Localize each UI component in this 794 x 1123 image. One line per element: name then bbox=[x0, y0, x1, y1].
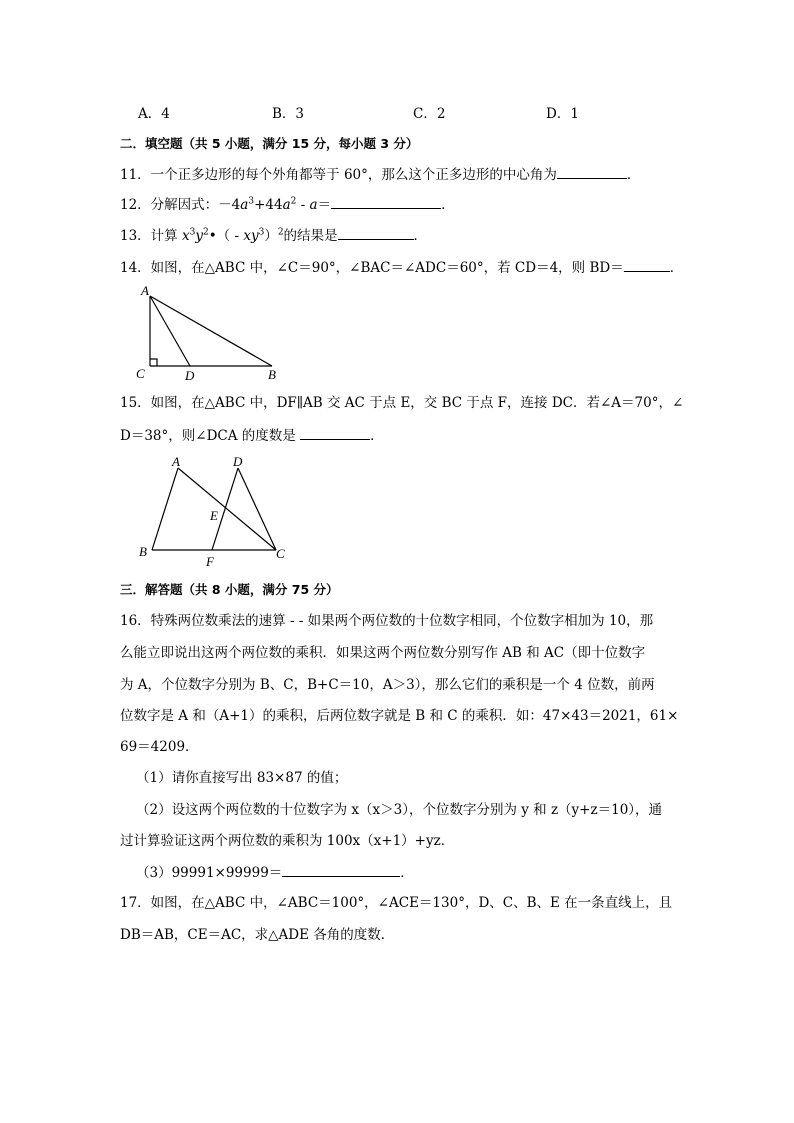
question-14-text: 14．如图，在△ABC 中，∠C＝90°，∠BAC＝∠ADC＝60°，若 CD＝4，则 BD＝ bbox=[120, 260, 624, 276]
question-17-line-2: DB＝AB，CE＝AC，求△ADE 各角的度数． bbox=[120, 927, 395, 943]
figure-q15-triangles bbox=[132, 452, 292, 570]
choice-d: D．1 bbox=[546, 106, 579, 122]
answer-blank-13 bbox=[338, 225, 414, 240]
question-14-end: ． bbox=[669, 260, 684, 276]
question-16-part-2-cont: 过计算验证这两个两位数的乘积为 100x（x+1）+yz． bbox=[120, 833, 455, 849]
answer-blank-15 bbox=[300, 425, 370, 440]
section-title-solve: 三．解答题（共 8 小题，满分 75 分） bbox=[120, 582, 339, 597]
question-13-tail: 的结果是 bbox=[283, 228, 338, 244]
question-16-line-2: 么能立即说出这两个两位数的乘积．如果这两个两位数分别写作 AB 和 AC（即十位数字 bbox=[120, 645, 646, 661]
question-12-minus: - bbox=[296, 197, 310, 213]
answer-blank-11 bbox=[557, 164, 627, 179]
label-a: A bbox=[172, 454, 180, 469]
answer-blank-16-3 bbox=[282, 862, 400, 877]
section-title-fill-in: 二．填空题（共 5 小题，满分 15 分，每小题 3 分） bbox=[120, 136, 419, 151]
choice-a: A．4 bbox=[138, 106, 170, 122]
figure-q14-triangle bbox=[130, 282, 290, 382]
answer-choices bbox=[138, 102, 698, 124]
question-17-line-1: 17．如图，在△ABC 中，∠ABC＝100°，∠ACE＝130°，D、C、B、E 在一条直线上，且 bbox=[120, 895, 673, 911]
question-16-line-3: 为 A，个位数字分别为 B、C，B+C＝10，A＞3），那么它们的乘积是一个 4 位数，前两 bbox=[120, 677, 655, 693]
question-12-prefix: 12．分解因式：－4 bbox=[120, 197, 241, 213]
question-11-end: ． bbox=[626, 167, 641, 183]
label-f: F bbox=[206, 554, 214, 569]
question-15-end: ． bbox=[370, 428, 384, 444]
label-c: C bbox=[276, 546, 285, 561]
question-13-mid: •（ - bbox=[208, 228, 244, 244]
question-12-end: ． bbox=[441, 197, 455, 213]
answer-blank-12 bbox=[331, 194, 441, 209]
question-15-line-2 bbox=[120, 425, 680, 446]
question-16-line-1: 16．特殊两位数乘法的速算 - - 如果两个两位数的十位数字相同，个位数字相加为 10，那 bbox=[120, 613, 654, 629]
label-a: A bbox=[141, 283, 149, 298]
question-14 bbox=[120, 257, 684, 278]
question-13: 13．计算 $x^3y^2•( - xy^3)^2$的结果是 ． bbox=[120, 225, 680, 246]
question-15-text: D＝38°，则∠DCA 的度数是 bbox=[120, 428, 301, 444]
label-d: D bbox=[185, 368, 195, 382]
question-16-part-1: （1）请你直接写出 83×87 的值； bbox=[136, 770, 348, 786]
question-13-end: ． bbox=[413, 228, 428, 244]
question-13-paren: ） bbox=[264, 228, 278, 244]
answer-blank-14 bbox=[624, 257, 670, 272]
label-d: D bbox=[233, 454, 243, 469]
choice-c: C．2 bbox=[413, 106, 446, 122]
question-16-part-3-end: ． bbox=[400, 865, 414, 881]
question-15-line-1: 15．如图，在△ABC 中，DF∥AB 交 AC 于点 E，交 BC 于点 F，连接 DC．若∠A＝70°，∠ bbox=[120, 395, 684, 411]
question-16-part-3 bbox=[136, 862, 696, 883]
question-11-text: 11．一个正多边形的每个外角都等于 60°，那么这个正多边形的中心角为 bbox=[120, 167, 557, 183]
question-11 bbox=[120, 164, 680, 185]
question-12-equals: ＝ bbox=[317, 197, 332, 213]
choice-b: B．3 bbox=[272, 106, 305, 122]
label-b: B bbox=[139, 544, 147, 559]
label-e: E bbox=[210, 508, 218, 523]
question-12: 12．分解因式：$-4a^3+44a^2 - a=$ ． bbox=[120, 194, 680, 215]
question-16-part-2: （2）设这两个两位数的十位数字为 x（x＞3），个位数字分别为 y 和 z（y+z＝10），通 bbox=[136, 802, 663, 818]
label-c: C bbox=[136, 366, 145, 381]
question-16-line-5: 69＝4209． bbox=[120, 739, 199, 755]
question-13-prefix: 13．计算 bbox=[120, 228, 182, 244]
question-16-part-3-text: （3）99991×99999＝ bbox=[136, 865, 283, 881]
question-16-line-4: 位数字是 A 和（A+1）的乘积，后两位数字就是 B 和 C 的乘积．如：47×43＝2021，61× bbox=[120, 708, 679, 724]
question-12-plus: +4 bbox=[254, 197, 274, 213]
label-b: B bbox=[268, 367, 276, 382]
